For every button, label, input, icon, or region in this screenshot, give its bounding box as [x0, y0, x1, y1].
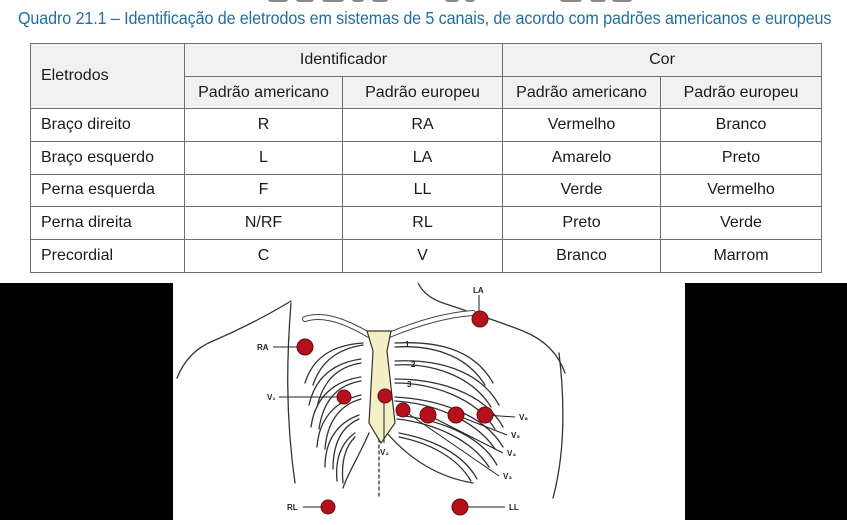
electrode-v5 — [448, 407, 464, 423]
electrode-la — [472, 311, 488, 327]
header-cor: Cor — [503, 44, 822, 77]
cell-id-european: LL — [343, 174, 503, 207]
label-ra: RA — [257, 343, 269, 352]
electrode-v4 — [420, 407, 436, 423]
cell-id-european: RL — [343, 207, 503, 240]
cell-color-european: Marrom — [661, 240, 822, 273]
page-title: Quadro 21.1 – Identificação de eletrodos em sistemas de 5 canais, de acordo com padrões americanos e europeus — [18, 8, 832, 28]
electrode-ll — [452, 499, 468, 515]
cell-eletrodo: Braço esquerdo — [31, 141, 185, 174]
label-v4: V₄ — [507, 449, 517, 458]
cell-id-american: N/RF — [185, 207, 343, 240]
cell-color-european: Preto — [661, 141, 822, 174]
table-row — [31, 207, 822, 240]
electrode-v2 — [378, 389, 392, 403]
electrode-v3 — [396, 403, 410, 417]
body-outline — [553, 353, 563, 498]
table-row — [31, 109, 822, 142]
cell-color-american: Verde — [503, 174, 661, 207]
sternum — [367, 331, 395, 443]
electrode-v1 — [337, 390, 351, 404]
cell-eletrodo: Perna esquerda — [31, 174, 185, 207]
cell-color-european: Vermelho — [661, 174, 822, 207]
table-row — [31, 240, 822, 273]
label-v6: V₆ — [519, 413, 528, 422]
cell-eletrodo: Braço direito — [31, 109, 185, 142]
subheader-id-american: Padrão americano — [185, 77, 343, 109]
label-v5: V₅ — [511, 431, 521, 440]
chest-illustration — [173, 283, 685, 520]
subheader-id-european: Padrão europeu — [343, 77, 503, 109]
clavicle — [389, 313, 473, 335]
rib-number-2: 2 — [411, 360, 416, 369]
electrode-placement-diagram — [173, 283, 685, 520]
electrode-ra — [297, 339, 313, 355]
cell-id-american: L — [185, 141, 343, 174]
cell-id-european: V — [343, 240, 503, 273]
cell-color-european: Verde — [661, 207, 822, 240]
cropped-text-remnant — [0, 0, 847, 3]
cell-color-american: Branco — [503, 240, 661, 273]
body-outline — [288, 303, 295, 483]
body-outline — [177, 301, 291, 378]
table-header-row — [31, 44, 822, 77]
cell-color-american: Vermelho — [503, 109, 661, 142]
electrode-table — [30, 43, 822, 273]
cell-id-european: RA — [343, 109, 503, 142]
cell-id-american: R — [185, 109, 343, 142]
cell-eletrodo: Perna direita — [31, 207, 185, 240]
cell-eletrodo: Precordial — [31, 240, 185, 273]
header-identificador: Identificador — [185, 44, 503, 77]
label-v2: V₂ — [380, 448, 389, 457]
label-la: LA — [473, 286, 484, 295]
header-eletrodos: Eletrodos — [31, 44, 185, 109]
subheader-color-american: Padrão americano — [503, 77, 661, 109]
cell-id-american: C — [185, 240, 343, 273]
subheader-color-european: Padrão europeu — [661, 77, 822, 109]
label-ll: LL — [509, 503, 519, 512]
cell-color-american: Preto — [503, 207, 661, 240]
electrode-rl — [321, 500, 335, 514]
body-outline — [418, 283, 565, 373]
electrode-v6 — [477, 407, 493, 423]
table-row — [31, 174, 822, 207]
rib-number-3: 3 — [407, 380, 412, 389]
rib-number-1: 1 — [405, 340, 410, 349]
label-v1: V₁ — [267, 393, 276, 402]
cell-color-american: Amarelo — [503, 141, 661, 174]
cell-color-european: Branco — [661, 109, 822, 142]
label-rl: RL — [287, 503, 298, 512]
cell-id-american: F — [185, 174, 343, 207]
cell-id-european: LA — [343, 141, 503, 174]
label-v3: V₃ — [503, 472, 513, 481]
table-row — [31, 141, 822, 174]
